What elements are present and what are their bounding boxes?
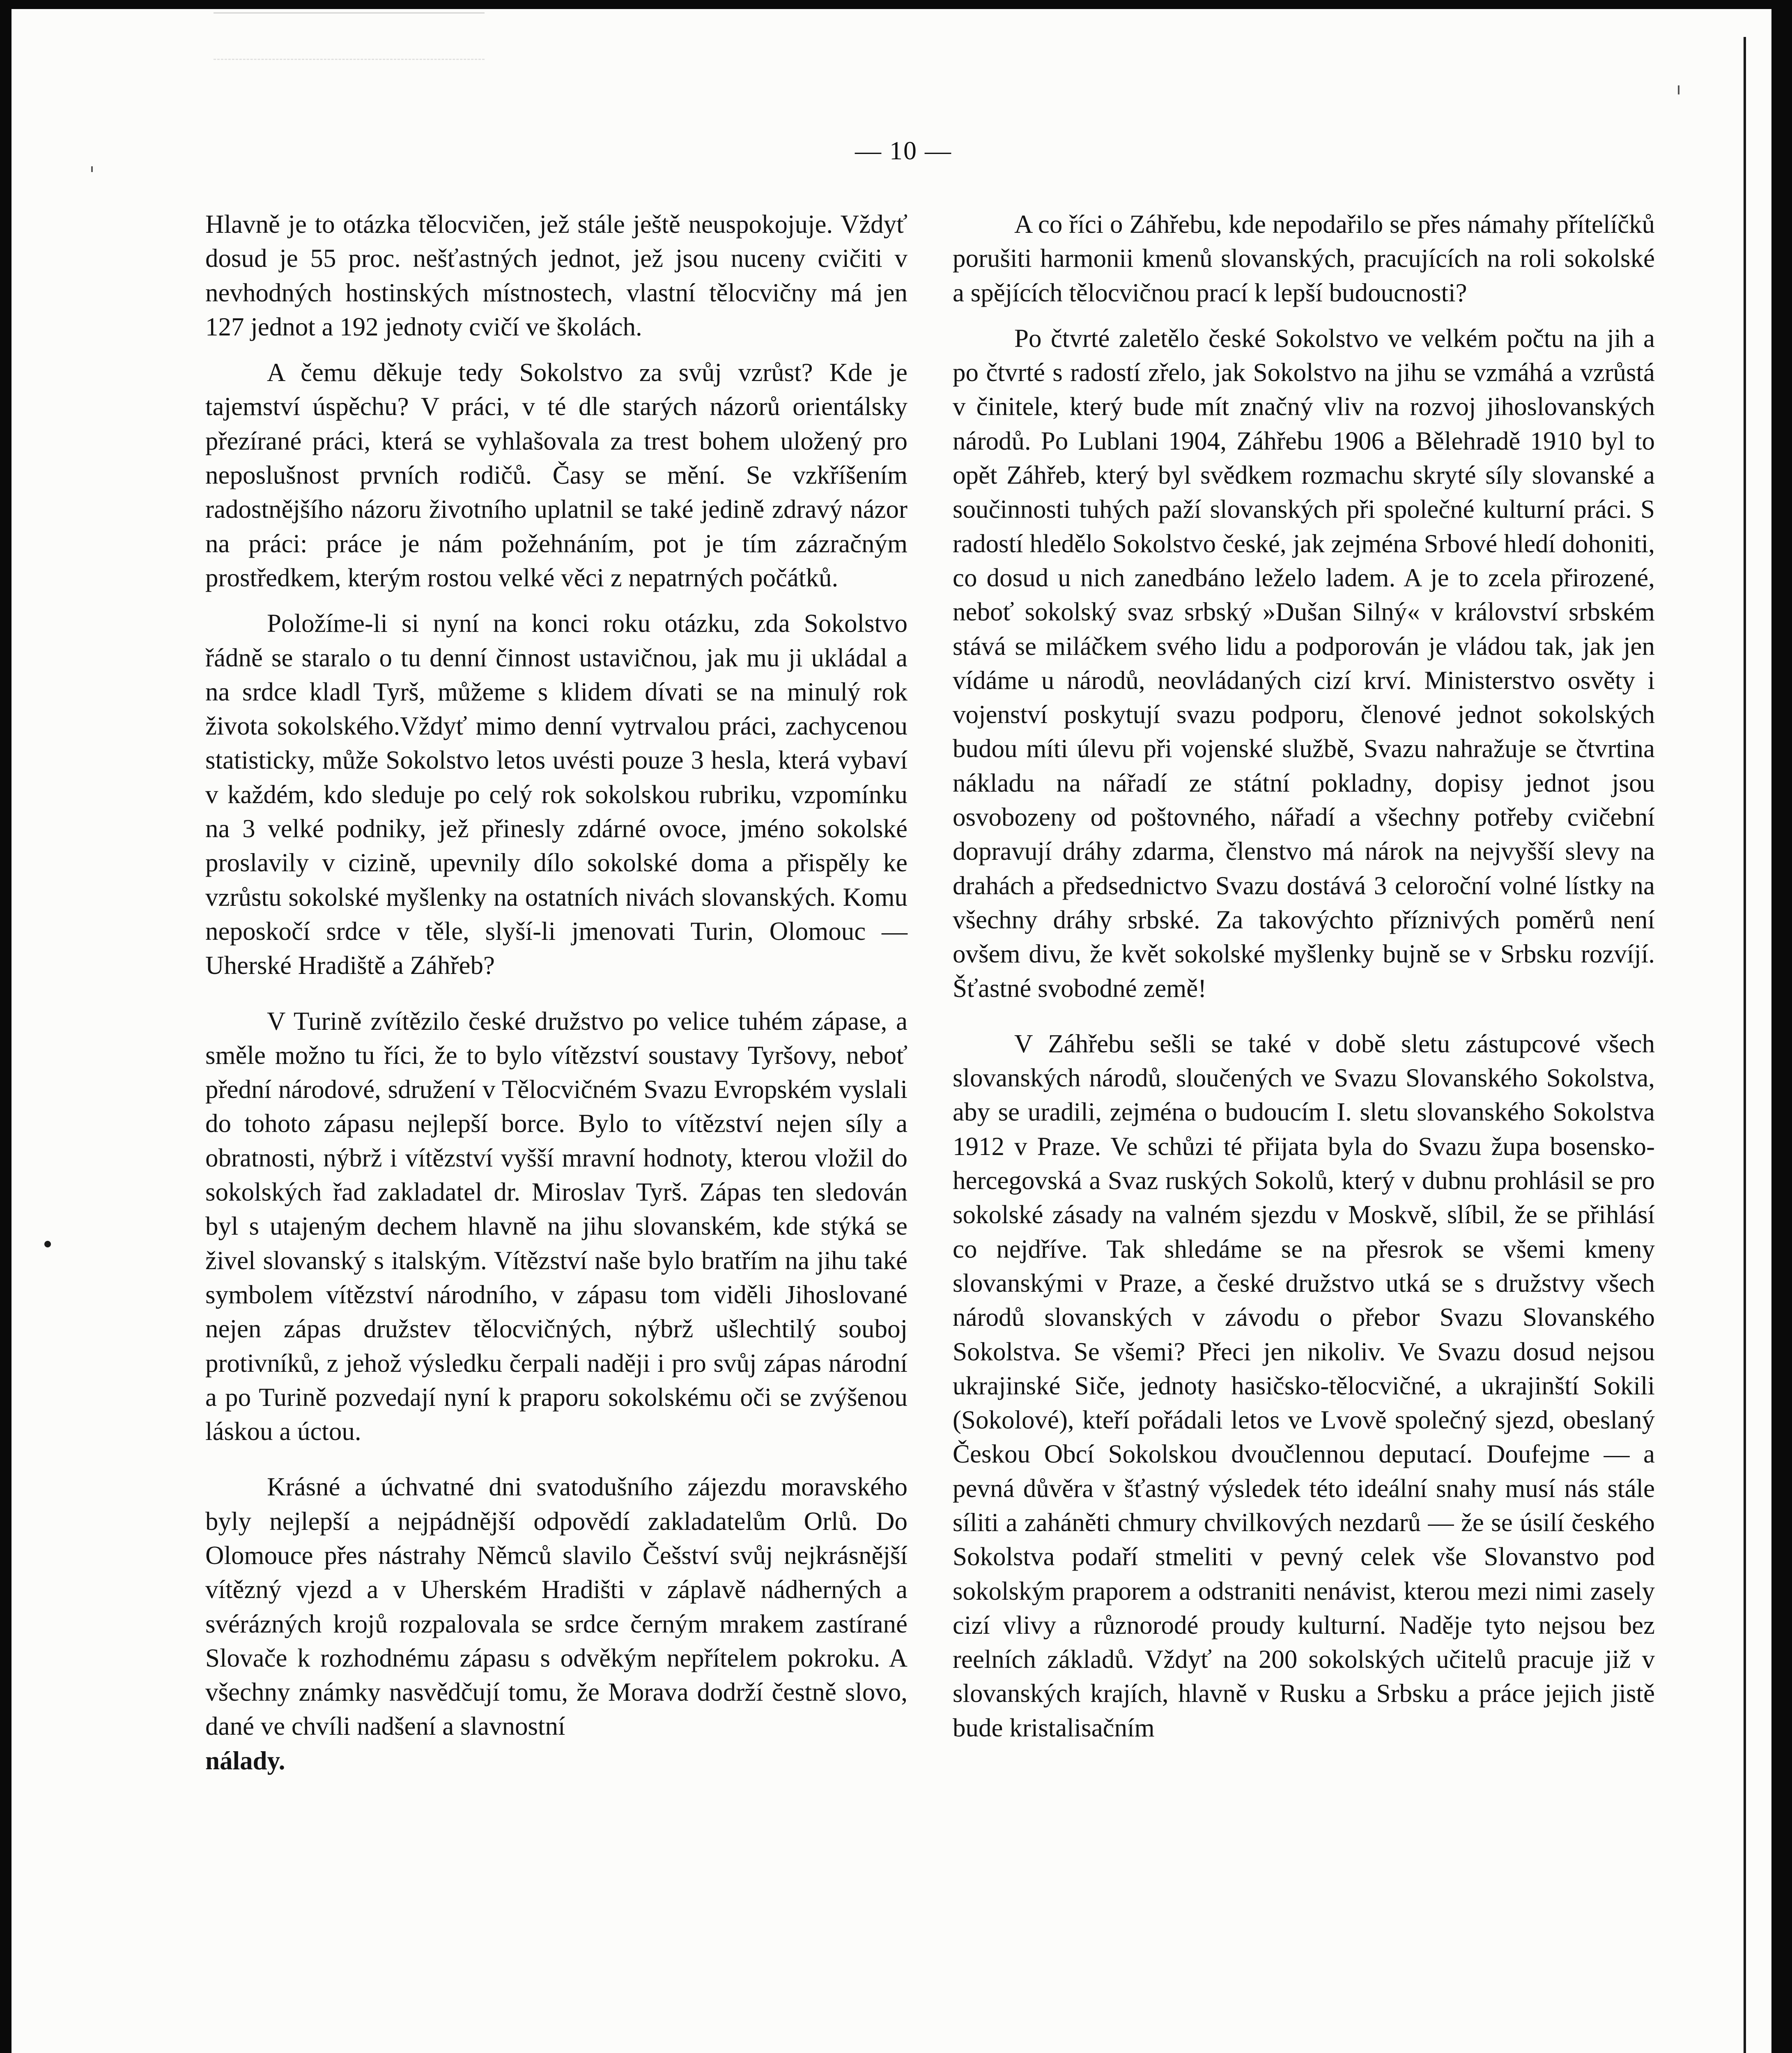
paragraph: V Záhřebu sešli se také v době sletu zástupcové všech slovanských národů, sloučených ve Svazu Slovanského Sokolstva, aby se uradili, zejména o budoucím I. sletu slovanského Sokolstva 1912 v Praze. Ve schůzi té přijata byla do Svazu župa bosensko-hercegovská a Svaz ruských Sokolů, který v dubnu prohlásil se pro sokolské zásady na valném sjezdu v Moskvě, slíbil, že se přihlásí co nejdříve. Tak shledáme se na přesrok se všemi kmeny slovanskými v Praze, a české družstvo utká se s družstvy všech národů slovanských v závodu o přebor Svazu Slovanského Sokolstva. Se všemi? Přeci jen nikoliv. Ve Svazu dosud nejsou ukrajinské Siče, jednoty hasičsko-tělocvičné, a ukrajinští Sokili (Sokolové), kteří pořádali letos ve Lvově společný sjezd, obeslaný Českou Obcí Sokolskou dvoučlennou deputací. Doufejme — a pevná důvěra v šťastný výsledek této ideální snahy musí nás stále síliti a zaháněti chmury chvilkových nezdarů — že se úsilí českého Sokolstva podaří stmeliti v pevný celek vše Slovanstvo pod sokolským praporem a odstraniti nenávist, kterou mezi nimi zasely cizí vlivy a různorodé proudy kulturní. Naděje tyto nejsou bez reelních základů. Vždyť na 200 sokolských učitelů pracuje již v slovanských krajích, hlavně v Rusku a Srbsku a práce jejich jistě bude kristalisačním xyxy=(953,1029,1655,1742)
paragraph: Hlavně je to otázka tělocvičen, jež stále ještě neuspokojuje. Vždyť dosud je 55 proc. nešťastných jednot, jež jsou nuceny cvičiti v nevhodných hostinských místnostech, vlastní tělocvičny má jen 127 jednot a 192 jednoty cvičí ve školách. xyxy=(205,210,907,341)
left-text-column xyxy=(205,207,907,1778)
right-text-column xyxy=(953,207,1655,1745)
margin-tick-mark xyxy=(91,166,93,172)
paragraph: A co říci o Záhřebu, kde nepodařilo se přes námahy přítelíčků porušiti harmonii kmenů slovanských, pracujících na roli sokolské a spějících tělocvičnou prací k lepší budoucnosti? xyxy=(953,210,1655,307)
page-number: — 10 — xyxy=(855,136,952,165)
paragraph: V Turině zvítězilo české družstvo po velice tuhém zápase, a směle možno tu říci, že to bylo vítězství soustavy Tyršovy, neboť přední národové, sdružení v Tělocvičném Svazu Evropském vyslali do tohoto zápasu nejlepší borce. Bylo to vítězství nejen síly a obratnosti, nýbrž i vítězství vyšší mravní hodnoty, kterou vložil do sokolských řad zakladatel dr. Miroslav Tyrš. Zápas ten sledován byl s utajeným dechem hlavně na jihu slovanském, kde stýká se živel slovanský s italským. Vítězství naše bylo bratřím na jihu také symbolem vítězství národního, v zápasu tom viděli Jihoslované nejen zápas družstev tělocvičných, nýbrž ušlechtilý souboj protivníků, z jehož výsledku čerpali naději i pro svůj zápas národní a po Turině pozvedají nyní k praporu sokolskému oči se zvýšenou láskou a úctou. xyxy=(205,1006,907,1446)
paragraph: Položíme-li si nyní na konci roku otázku, zda Sokolstvo řádně se staralo o tu denní činnost ustavičnou, jak mu ji ukládal a na srdce kladl Tyrš, můžeme s klidem dívati se na minulý rok života sokolského.Vždyť mimo denní vytrvalou práci, zachycenou statisticky, může Sokolstvo letos uvésti pouze 3 hesla, která vybaví v každém, kdo sleduje po celý rok sokolskou rubriku, vzpomínku na 3 velké podniky, jež přinesly zdárné ovoce, jméno sokolské proslavily v cizině, upevnily dílo sokolské doma a přispěly ke vzrůstu sokolské myšlenky na ostatních nivách slovanských. Komu neposkočí srdce v těle, slyší-li jmenovati Turin, Olomouc — Uherské Hradiště a Záhřeb? xyxy=(205,609,907,980)
right-edge-shadow xyxy=(1744,37,1746,2053)
paragraph: Po čtvrté zaletělo české Sokolstvo ve velkém počtu na jih a po čtvrté s radostí zřelo, jak Sokolstvo na jihu se vzmáhá a vzrůstá v činitele, který bude mít značný vliv na rozvoj jihoslovanských národů. Po Lublani 1904, Záhřebu 1906 a Bělehradě 1910 byl to opět Záhřeb, který byl svědkem rozmachu skryté síly slovanské a součinnosti tuhých paží slovanských při společné kulturní práci. S radostí hledělo Sokolstvo české, jak zejména Srbové hledí dohoniti, co dosud u nich zanedbáno leželo ladem. A je to zcela přirozené, neboť sokolský svaz srbský »Dušan Silný« v království srbském stává se miláčkem svého lidu a podporován je vládou tak, jak jen vídáme u národů, neovládaných cizí krví. Ministerstvo osvěty i vojenství poskytují svazu podporu, členové jednot sokolských budou míti úlevu při vojenské službě, Svazu nahražuje se čtvrtina nákladu na nářadí ze státní pokladny, dopisy jednot jsou osvobozeny od poštovného, nářadí a všechny potřeby cvičební dopravují dráhy zdarma, členstvo má nárok na nejvyšší slevy na drahách a předsednictvo Svazu dostává 3 celoroční volné lístky na všechny dráhy srbské. Za takovýchto příznivých poměrů není ovšem divu, že květ sokolské myšlenky bujně se v Srbsku rozvíjí. Šťastné svobodné země! xyxy=(953,324,1655,1003)
paragraph: Krásné a úchvatné dni svatodušního zájezdu moravského byly nejlepší a nejpádnější odpovědí zakladatelům Orlů. Do Olomouce přes nástrahy Němců slavilo Češství svůj nejkrásnější vítězný vjezd a v Uherském Hradišti v záplavě nádherných a svérázných krojů rozpalovala se srdce černým mrakem zastírané Slovače k rozhodnému zápasu s odvěkým nepřítelem pokroku. A všechny známky nasvědčují tomu, že Morava dodrží čestně slovo, dané ve chvíli nadšení a slavnostní xyxy=(205,1472,907,1741)
margin-tick-mark xyxy=(1678,85,1679,94)
margin-dot-mark xyxy=(44,1241,51,1247)
paragraph-tail: nálady. xyxy=(205,1746,285,1775)
paragraph: A čemu děkuje tedy Sokolstvo za svůj vzrůst? Kde je tajemství úspěchu? V práci, v té dle starých názorů orientálsky přezírané práci, která se vyhlašovala za trest bohem uložený pro neposlušnost prvních rodičů. Časy se mění. Se vzkříšením radostnějšího názoru životního uplatnil se také jedině zdravý názor na práci: práce je nám požehnáním, pot je tím zázračným prostředkem, kterým rostou velké věci z nepatrných počátků. xyxy=(205,358,907,592)
header-smudge xyxy=(214,12,485,60)
